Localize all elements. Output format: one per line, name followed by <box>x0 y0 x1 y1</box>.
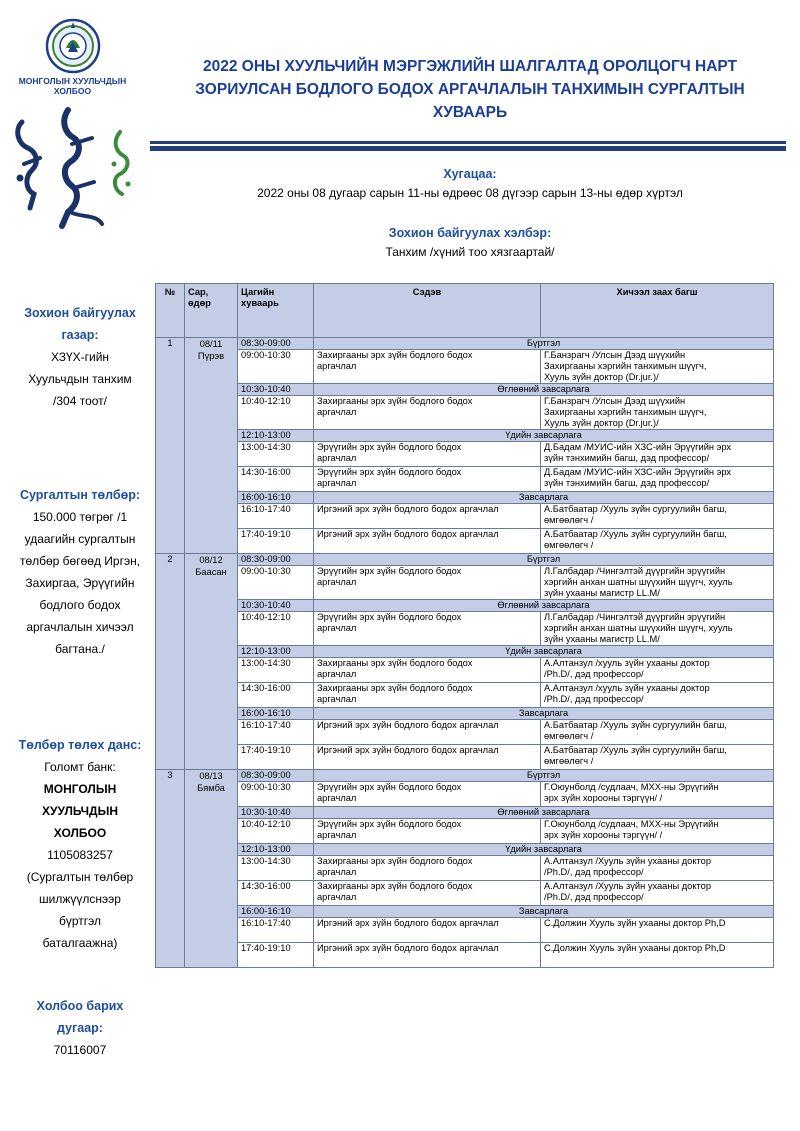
topic-cell: Эрүүгийн эрх зүйн бодлого бодох аргачлал <box>314 467 541 492</box>
break-label: Үдийн завсарлага <box>314 646 774 658</box>
topic-cell: Захиргааны эрх зүйн бодлого бодох аргачлал <box>314 856 541 881</box>
topic-cell: Захиргааны эрх зүйн бодлого бодох аргачлал <box>314 658 541 683</box>
time-cell: 12:10-13:00 <box>238 844 314 856</box>
break-label: Завсарлага <box>314 906 774 918</box>
break-label: Үдийн завсарлага <box>314 844 774 856</box>
time-cell: 10:30-10:40 <box>238 600 314 612</box>
break-row <box>156 600 774 612</box>
duration-label: Хугацаа: <box>443 167 497 181</box>
teacher-cell: Г.Оюунболд /судлаач, МХХ-ны Эрүүгийн эрх зүйн хорооны тэргүүн/ / <box>541 782 774 807</box>
time-cell: 08:30-09:00 <box>238 770 314 782</box>
day-date: 08/13 Бямба <box>185 770 238 968</box>
time-cell: 16:10-17:40 <box>238 918 314 943</box>
format-text: Танхим /хүний тоо хязгаартай/ <box>385 245 555 259</box>
fee-line: удаагийн сургалтын <box>24 532 136 546</box>
teacher-cell: Г.Банзрагч /Улсын Дээд шүүхийн Захиргааны хэргийн танхимын шүүгч, Хууль зүйн доктор (Dr.jur.)/ <box>541 350 774 384</box>
session-row <box>156 396 774 430</box>
session-row <box>156 350 774 384</box>
topic-cell: Иргэний эрх зүйн бодлого бодох аргачлал <box>314 504 541 529</box>
time-cell: 13:00-14:30 <box>238 442 314 467</box>
association-emblem-icon <box>44 18 102 74</box>
session-row <box>156 658 774 683</box>
teacher-cell: А.Батбаатар /Хууль зүйн сургуулийн багш, өмгөөлөгч / <box>541 504 774 529</box>
time-cell: 09:00-10:30 <box>238 782 314 807</box>
time-cell: 14:30-16:00 <box>238 467 314 492</box>
session-row <box>156 782 774 807</box>
time-cell: 13:00-14:30 <box>238 658 314 683</box>
session-row <box>156 612 774 646</box>
session-row <box>156 943 774 968</box>
session-row <box>156 856 774 881</box>
place-label-1: Зохион байгуулах <box>24 306 136 320</box>
contact-phone: 70116007 <box>53 1043 107 1057</box>
session-row <box>156 720 774 745</box>
time-cell: 17:40-19:10 <box>238 745 314 770</box>
session-row <box>156 467 774 492</box>
title-line-1: 2022 ОНЫ ХУУЛЬЧИЙН МЭРГЭЖЛИЙН ШАЛГАЛТАД ОРОЛЦОГЧ НАРТ <box>202 58 738 75</box>
break-row <box>156 844 774 856</box>
break-label: Бүртгэл <box>314 554 774 566</box>
organization-name: МОНГОЛЫН ХУУЛЬЧДЫН ХОЛБОО <box>18 76 127 96</box>
header-number: № <box>156 284 185 338</box>
time-cell: 12:10-13:00 <box>238 646 314 658</box>
page-title <box>150 55 790 124</box>
account-number: 1105083257 <box>47 848 113 862</box>
account-label: Төлбөр төлөх данс: <box>18 738 142 752</box>
time-cell: 08:30-09:00 <box>238 554 314 566</box>
break-label: Завсарлага <box>314 708 774 720</box>
time-cell: 10:40-12:10 <box>238 819 314 844</box>
day-date: 08/11 Пүрэв <box>185 338 238 554</box>
contact-label-2: дугаар: <box>57 1021 103 1035</box>
session-row <box>156 819 774 844</box>
account-note: шилжүүлснээр <box>39 892 121 906</box>
teacher-cell: Д.Бадам /МУИС-ийн ХЗС-ийн Эрүүгийн эрх зүйн тэнхимийн багш, дэд профессор/ <box>541 467 774 492</box>
duration-text: 2022 оны 08 дугаар сарын 11-ны өдрөөс 08 дүгээр сарын 13-ны өдөр хүртэл <box>257 186 683 200</box>
account-note: бүртгэл <box>58 914 102 928</box>
fee-line: аргачлалын хичээл <box>26 620 134 634</box>
topic-cell: Эрүүгийн эрх зүйн бодлого бодох аргачлал <box>314 782 541 807</box>
sidebar-fee <box>10 484 150 660</box>
break-row <box>156 430 774 442</box>
header-topic: Сэдэв <box>314 284 541 338</box>
break-label: Бүртгэл <box>314 770 774 782</box>
day-number: 1 <box>156 338 185 554</box>
topic-cell: Иргэний эрх зүйн бодлого бодох аргачлал <box>314 918 541 943</box>
place-line: Хуульчдын танхим <box>28 372 132 386</box>
fee-line: Захиргаа, Эрүүгийн <box>25 576 135 590</box>
account-holder: ХОЛБОО <box>53 826 107 840</box>
format-label: Зохион байгуулах хэлбэр: <box>388 226 552 240</box>
time-cell: 14:30-16:00 <box>238 683 314 708</box>
time-cell: 09:00-10:30 <box>238 566 314 600</box>
title-divider <box>150 141 786 151</box>
teacher-cell: А.Алтанзул /хууль зүйн ухааны доктор /Ph.D/, дэд профессор/ <box>541 658 774 683</box>
time-cell: 10:30-10:40 <box>238 384 314 396</box>
session-row <box>156 683 774 708</box>
time-cell: 16:00-16:10 <box>238 906 314 918</box>
session-row <box>156 566 774 600</box>
topic-cell: Захиргааны эрх зүйн бодлого бодох аргачлал <box>314 881 541 906</box>
time-cell: 16:10-17:40 <box>238 504 314 529</box>
session-row <box>156 881 774 906</box>
day-number: 3 <box>156 770 185 968</box>
break-row <box>156 492 774 504</box>
account-note: (Сургалтын төлбөр <box>26 870 134 884</box>
break-row <box>156 646 774 658</box>
table-header-row <box>156 284 774 338</box>
break-row <box>156 770 774 782</box>
break-label: Өглөөний завсарлага <box>314 600 774 612</box>
title-line-3: ХУВААРЬ <box>432 104 508 121</box>
time-cell: 10:40-12:10 <box>238 612 314 646</box>
teacher-cell: Г.Банзрагч /Улсын Дээд шүүхийн Захиргааны хэргийн танхимын шүүгч, Хууль зүйн доктор (Dr.jur.)/ <box>541 396 774 430</box>
bank-name: Голомт банк: <box>44 760 116 774</box>
session-row <box>156 745 774 770</box>
topic-cell: Эрүүгийн эрх зүйн бодлого бодох аргачлал <box>314 566 541 600</box>
sidebar-account <box>10 734 150 954</box>
topic-cell: Захиргааны эрх зүйн бодлого бодох аргачлал <box>314 396 541 430</box>
day-date: 08/12 Баасан <box>185 554 238 770</box>
teacher-cell: С.Должин Хууль зүйн ухааны доктор Ph,D <box>541 918 774 943</box>
time-cell: 13:00-14:30 <box>238 856 314 881</box>
break-row <box>156 708 774 720</box>
topic-cell: Иргэний эрх зүйн бодлого бодох аргачлал <box>314 943 541 968</box>
place-label-2: газар: <box>61 328 99 342</box>
logo-block <box>10 18 135 244</box>
sidebar-contact <box>10 995 150 1061</box>
topic-cell: Эрүүгийн эрх зүйн бодлого бодох аргачлал <box>314 612 541 646</box>
header-date: Сар, өдөр <box>185 284 238 338</box>
teacher-cell: А.Батбаатар /Хууль зүйн сургуулийн багш, өмгөөлөгч / <box>541 720 774 745</box>
break-label: Өглөөний завсарлага <box>314 807 774 819</box>
header-time: Цагийн хуваарь <box>238 284 314 338</box>
fee-label: Сургалтын төлбөр: <box>19 488 141 502</box>
account-holder: ХУУЛЬЧДЫН <box>41 804 118 818</box>
place-line: ХЗҮХ-гийн <box>50 350 110 364</box>
session-row <box>156 442 774 467</box>
break-row <box>156 807 774 819</box>
teacher-cell: А.Батбаатар /Хууль зүйн сургуулийн багш, өмгөөлөгч / <box>541 745 774 770</box>
time-cell: 16:10-17:40 <box>238 720 314 745</box>
fee-line: төлбөр бөгөөд Иргэн, <box>19 554 141 568</box>
title-line-2: ЗОРИУЛСАН БОДЛОГО БОДОХ АРГАЧЛАЛЫН ТАНХИМЫН СУРГАЛТЫН <box>195 81 745 98</box>
break-row <box>156 384 774 396</box>
teacher-cell: А.Алтанзул /хууль зүйн ухааны доктор /Ph.D/, дэд профессор/ <box>541 683 774 708</box>
time-cell: 08:30-09:00 <box>238 338 314 350</box>
topic-cell: Эрүүгийн эрх зүйн бодлого бодох аргачлал <box>314 819 541 844</box>
time-cell: 17:40-19:10 <box>238 943 314 968</box>
mongolian-script-logo-icon <box>10 104 135 244</box>
topic-cell: Иргэний эрх зүйн бодлого бодох аргачлал <box>314 720 541 745</box>
break-row <box>156 554 774 566</box>
topic-cell: Эрүүгийн эрх зүйн бодлого бодох аргачлал <box>314 442 541 467</box>
time-cell: 16:00-16:10 <box>238 708 314 720</box>
break-label: Бүртгэл <box>314 338 774 350</box>
break-row <box>156 338 774 350</box>
session-row <box>156 504 774 529</box>
place-line: /304 тоот/ <box>53 394 107 408</box>
time-cell: 14:30-16:00 <box>238 881 314 906</box>
teacher-cell: Д.Бадам /МУИС-ийн ХЗС-ийн Эрүүгийн эрх зүйн тэнхимийн багш, дэд профессор/ <box>541 442 774 467</box>
account-note: баталгаажна) <box>42 936 118 950</box>
teacher-cell: Г.Оюунболд /судлаач, МХХ-ны Эрүүгийн эрх зүйн хорооны тэргүүн/ / <box>541 819 774 844</box>
topic-cell: Иргэний эрх зүйн бодлого бодох аргачлал <box>314 745 541 770</box>
session-row <box>156 529 774 554</box>
header-teacher: Хичээл заах багш <box>541 284 774 338</box>
teacher-cell: Л.Галбадар /Чингэлтэй дүүргийн эрүүгийн хэргийн анхан шатны шүүхийн шүүгч, хууль зүйн ухааны магистр LL.M/ <box>541 566 774 600</box>
day-number: 2 <box>156 554 185 770</box>
time-cell: 10:30-10:40 <box>238 807 314 819</box>
time-cell: 10:40-12:10 <box>238 396 314 430</box>
topic-cell: Иргэний эрх зүйн бодлого бодох аргачлал <box>314 529 541 554</box>
schedule-table <box>155 283 774 968</box>
break-label: Үдийн завсарлага <box>314 430 774 442</box>
topic-cell: Захиргааны эрх зүйн бодлого бодох аргачлал <box>314 683 541 708</box>
fee-line: 150.000 төгрөг /1 <box>32 510 128 524</box>
session-row <box>156 918 774 943</box>
fee-line: бодлого бодох <box>39 598 121 612</box>
teacher-cell: Л.Галбадар /Чингэлтэй дүүргийн эрүүгийн хэргийн анхан шатны шүүхийн шүүгч, хууль зүйн ухааны магистр LL.M/ <box>541 612 774 646</box>
teacher-cell: С.Должин Хууль зүйн ухааны доктор Ph,D <box>541 943 774 968</box>
break-row <box>156 906 774 918</box>
teacher-cell: А.Алтанзул /Хууль зүйн ухааны доктор /Ph.D/, дэд профессор/ <box>541 881 774 906</box>
time-cell: 17:40-19:10 <box>238 529 314 554</box>
time-cell: 12:10-13:00 <box>238 430 314 442</box>
fee-line: багтана./ <box>55 642 105 656</box>
time-cell: 09:00-10:30 <box>238 350 314 384</box>
break-label: Завсарлага <box>314 492 774 504</box>
time-cell: 16:00-16:10 <box>238 492 314 504</box>
teacher-cell: А.Батбаатар /Хууль зүйн сургуулийн багш, өмгөөлөгч / <box>541 529 774 554</box>
teacher-cell: А.Алтанзул /Хууль зүйн ухааны доктор /Ph.D/, дэд профессор/ <box>541 856 774 881</box>
topic-cell: Захиргааны эрх зүйн бодлого бодох аргачлал <box>314 350 541 384</box>
contact-label-1: Холбоо барих <box>36 999 124 1013</box>
sidebar-place <box>10 302 150 412</box>
break-label: Өглөөний завсарлага <box>314 384 774 396</box>
account-holder: МОНГОЛЫН <box>43 782 117 796</box>
